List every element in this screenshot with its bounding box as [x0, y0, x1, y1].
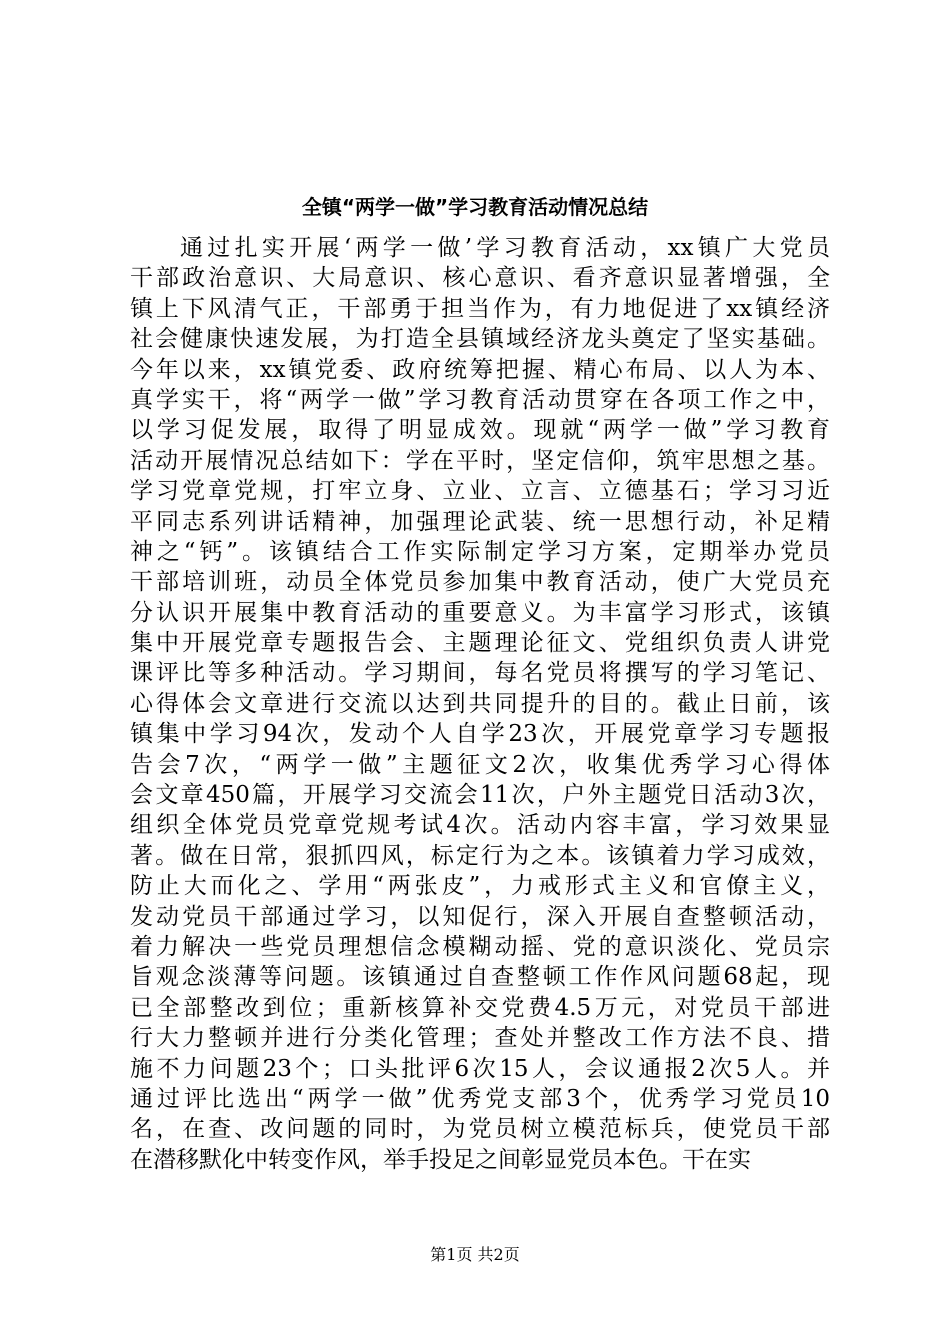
text-line: 旨观念淡薄等问题。该镇通过自查整顿工作作风问题68起，现 [130, 964, 830, 991]
text-line: 镇上下风清气正，干部勇于担当作为，有力地促进了xx镇经济 [130, 295, 830, 322]
body-paragraph [130, 233, 830, 1175]
text-line: 分认识开展集中教育活动的重要意义。为丰富学习形式，该镇 [130, 599, 830, 626]
text-line: 镇集中学习94次，发动个人自学23次，开展党章学习专题报 [130, 721, 830, 748]
text-line: 活动开展情况总结如下：学在平时，坚定信仰，筑牢思想之基。 [130, 447, 830, 474]
text-line: 以学习促发展，取得了明显成效。现就“两学一做”学习教育 [130, 417, 830, 444]
text-line: 干部政治意识、大局意识、核心意识、看齐意识显著增强，全 [130, 265, 830, 292]
text-line: 集中开展党章专题报告会、主题理论征文、党组织负责人讲党 [130, 630, 830, 657]
text-line: 发动党员干部通过学习，以知促行，深入开展自查整顿活动， [130, 903, 830, 930]
text-line: 告会7次，“两学一做”主题征文2次，收集优秀学习心得体 [130, 751, 830, 778]
text-line: 课评比等多种活动。学习期间，每名党员将撰写的学习笔记、 [130, 660, 830, 687]
page-footer: 第1页 共2页 [430, 1245, 520, 1264]
text-line: 通过评比选出“两学一做”优秀党支部3个，优秀学习党员10 [130, 1085, 830, 1112]
text-line: 着力解决一些党员理想信念模糊动摇、党的意识淡化、党员宗 [130, 933, 830, 960]
text-line: 干部培训班，动员全体党员参加集中教育活动，使广大党员充 [130, 569, 830, 596]
text-line: 著。做在日常，狠抓四风，标定行为之本。该镇着力学习成效， [130, 842, 830, 869]
text-line: 在潜移默化中转变作风，举手投足之间彰显党员本色。干在实 [130, 1146, 751, 1173]
text-line: 今年以来，xx镇党委、政府统筹把握、精心布局、以人为本、 [130, 356, 830, 383]
text-line: 神之“钙”。该镇结合工作实际制定学习方案，定期举办党员 [130, 538, 830, 565]
text-line: 心得体会文章进行交流以达到共同提升的目的。截止日前，该 [130, 690, 830, 717]
text-line: 平同志系列讲话精神，加强理论武装、统一思想行动，补足精 [130, 508, 830, 535]
text-line: 已全部整改到位；重新核算补交党费4.5万元，对党员干部进 [130, 994, 830, 1021]
text-line: 名，在查、改问题的同时，为党员树立模范标兵，使党员干部 [130, 1116, 830, 1143]
text-line: 社会健康快速发展，为打造全县镇域经济龙头奠定了坚实基础。 [130, 326, 830, 353]
text-line: 真学实干，将“两学一做”学习教育活动贯穿在各项工作之中， [130, 386, 830, 413]
text-line: 学习党章党规，打牢立身、立业、立言、立德基石；学习习近 [130, 478, 830, 505]
text-line: 组织全体党员党章党规考试4次。活动内容丰富，学习效果显 [130, 812, 830, 839]
text-line: 行大力整顿并进行分类化管理；查处并整改工作方法不良、措 [130, 1025, 830, 1052]
page-title: 全镇“两学一做”学习教育活动情况总结 [301, 195, 649, 219]
text-line: 通过扎实开展‘两学一做’学习教育活动，xx镇广大党员 [180, 235, 830, 261]
text-line: 施不力问题23个；口头批评6次15人，会议通报2次5人。并 [130, 1055, 830, 1082]
text-line: 会文章450篇，开展学习交流会11次，户外主题党日活动3次， [130, 782, 830, 809]
text-line: 防止大而化之、学用“两张皮”，力戒形式主义和官僚主义， [130, 873, 830, 900]
